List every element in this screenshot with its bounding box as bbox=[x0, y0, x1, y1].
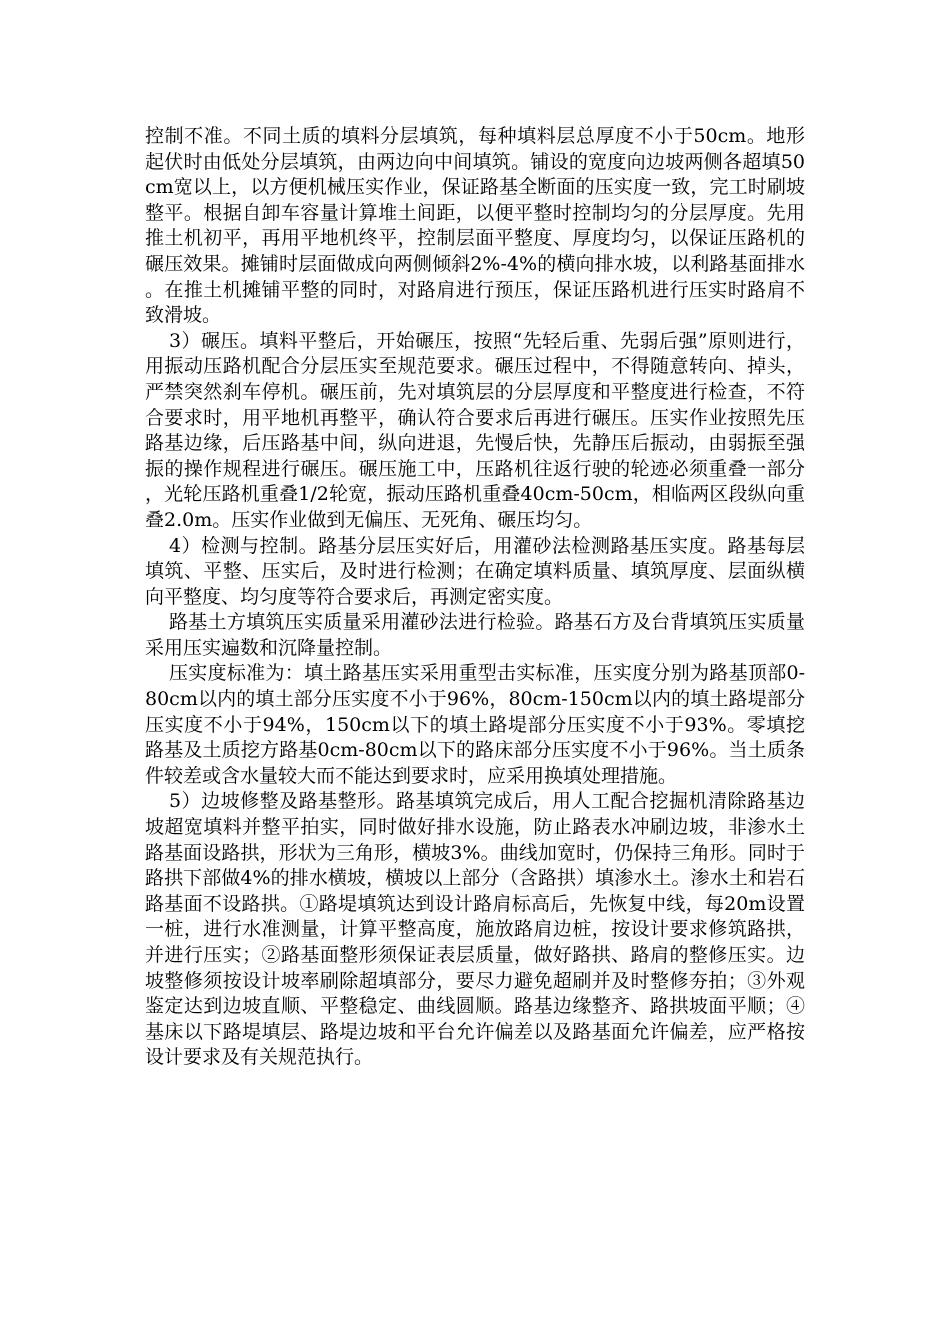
paragraph-fill-leveling: 控制不准。不同土质的填料分层填筑，每种填料层总厚度不小于50cm。地形起伏时由低处分层填筑，由两边向中间填筑。铺设的宽度向边坡两侧各超填50cm宽以上，以方便机械压实作业，保证路基全断面的压实度一致，完工时刷坡整平。根据自卸车容量计算堆土间距，以便平整时控制均匀的分层厚度。先用推土机初平，再用平地机终平，控制层面平整度、厚度均匀，以保证压路机的碾压效果。摊铺时层面做成向两侧倾斜2%-4%的横向排水坡，以利路基面排水。在推土机摊铺平整的同时，对路肩进行预压，保证压路机进行压实时路肩不致滑坡。 bbox=[145, 125, 805, 327]
paragraph-compaction-method: 路基土方填筑压实质量采用灌砂法进行检验。路基石方及台背填筑压实质量采用压实遍数和沉降量控制。 bbox=[145, 611, 805, 659]
paragraph-testing-control: 4）检测与控制。路基分层压实好后，用灌砂法检测路基压实度。路基每层填筑、平整、压实后，及时进行检测；在确定填料质量、填筑厚度、层面纵横向平整度、均匀度等符合要求后，再测定密实度。 bbox=[145, 534, 805, 608]
paragraph-slope-trimming: 5）边坡修整及路基整形。路基填筑完成后，用人工配合挖掘机清除路基边坡超宽填料并整平拍实，同时做好排水设施，防止路表水冲刷边坡，非渗水土路基面设路拱，形状为三角形，横坡3%。曲线加宽时，仍保持三角形。同时于路拱下部做4%的排水横坡，横坡以上部分（含路拱）填渗水土。渗水土和岩石路基面不设路拱。①路堤填筑达到设计路肩标高后，先恢复中线，每20m设置一桩，进行水准测量，计算平整高度，施放路肩边桩，按设计要求修筑路拱，并进行压实；②路基面整形须保证表层质量，做好路拱、路肩的整修压实。边坡整修须按设计坡率刷除超填部分，要尽力避免超刷并及时整修夯拍；③外观鉴定达到边坡直顺、平整稳定、曲线圆顺。路基边缘整齐、路拱坡面平顺；④基床以下路堤填层、路堤边坡和平台允许偏差以及路基面允许偏差，应严格按设计要求及有关规范执行。 bbox=[145, 790, 805, 1069]
paragraph-rolling: 3）碾压。填料平整后，开始碾压，按照“先轻后重、先弱后强”原则进行，用振动压路机配合分层压实至规范要求。碾压过程中，不得随意转向、掉头，严禁突然刹车停机。碾压前，先对填筑层的分层厚度和平整度进行检查，不符合要求时，用平地机再整平，确认符合要求后再进行碾压。压实作业按照先压路基边缘，后压路基中间，纵向进退，先慢后快，先静压后振动，由弱振至强振的操作规程进行碾压。碾压施工中，压路机往返行驶的轮迹必须重叠一部分，光轮压路机重叠1/2轮宽，振动压路机重叠40cm-50cm，相临两区段纵向重叠2.0m。压实作业做到无偏压、无死角、碾压均匀。 bbox=[145, 329, 805, 531]
paragraph-compaction-standard: 压实度标准为：填土路基压实采用重型击实标准，压实度分别为路基顶部0-80cm以内的填土部分压实度不小于96%，80cm-150cm以内的填土路堤部分压实度不小于94%，150cm以下的填土路堤部分压实度不小于93%。零填挖路基及土质挖方路基0cm-80cm以下的路床部分压实度不小于96%。当土质条件较差或含水量较大而不能达到要求时，应采用换填处理措施。 bbox=[145, 662, 805, 787]
document-page bbox=[145, 124, 805, 1071]
